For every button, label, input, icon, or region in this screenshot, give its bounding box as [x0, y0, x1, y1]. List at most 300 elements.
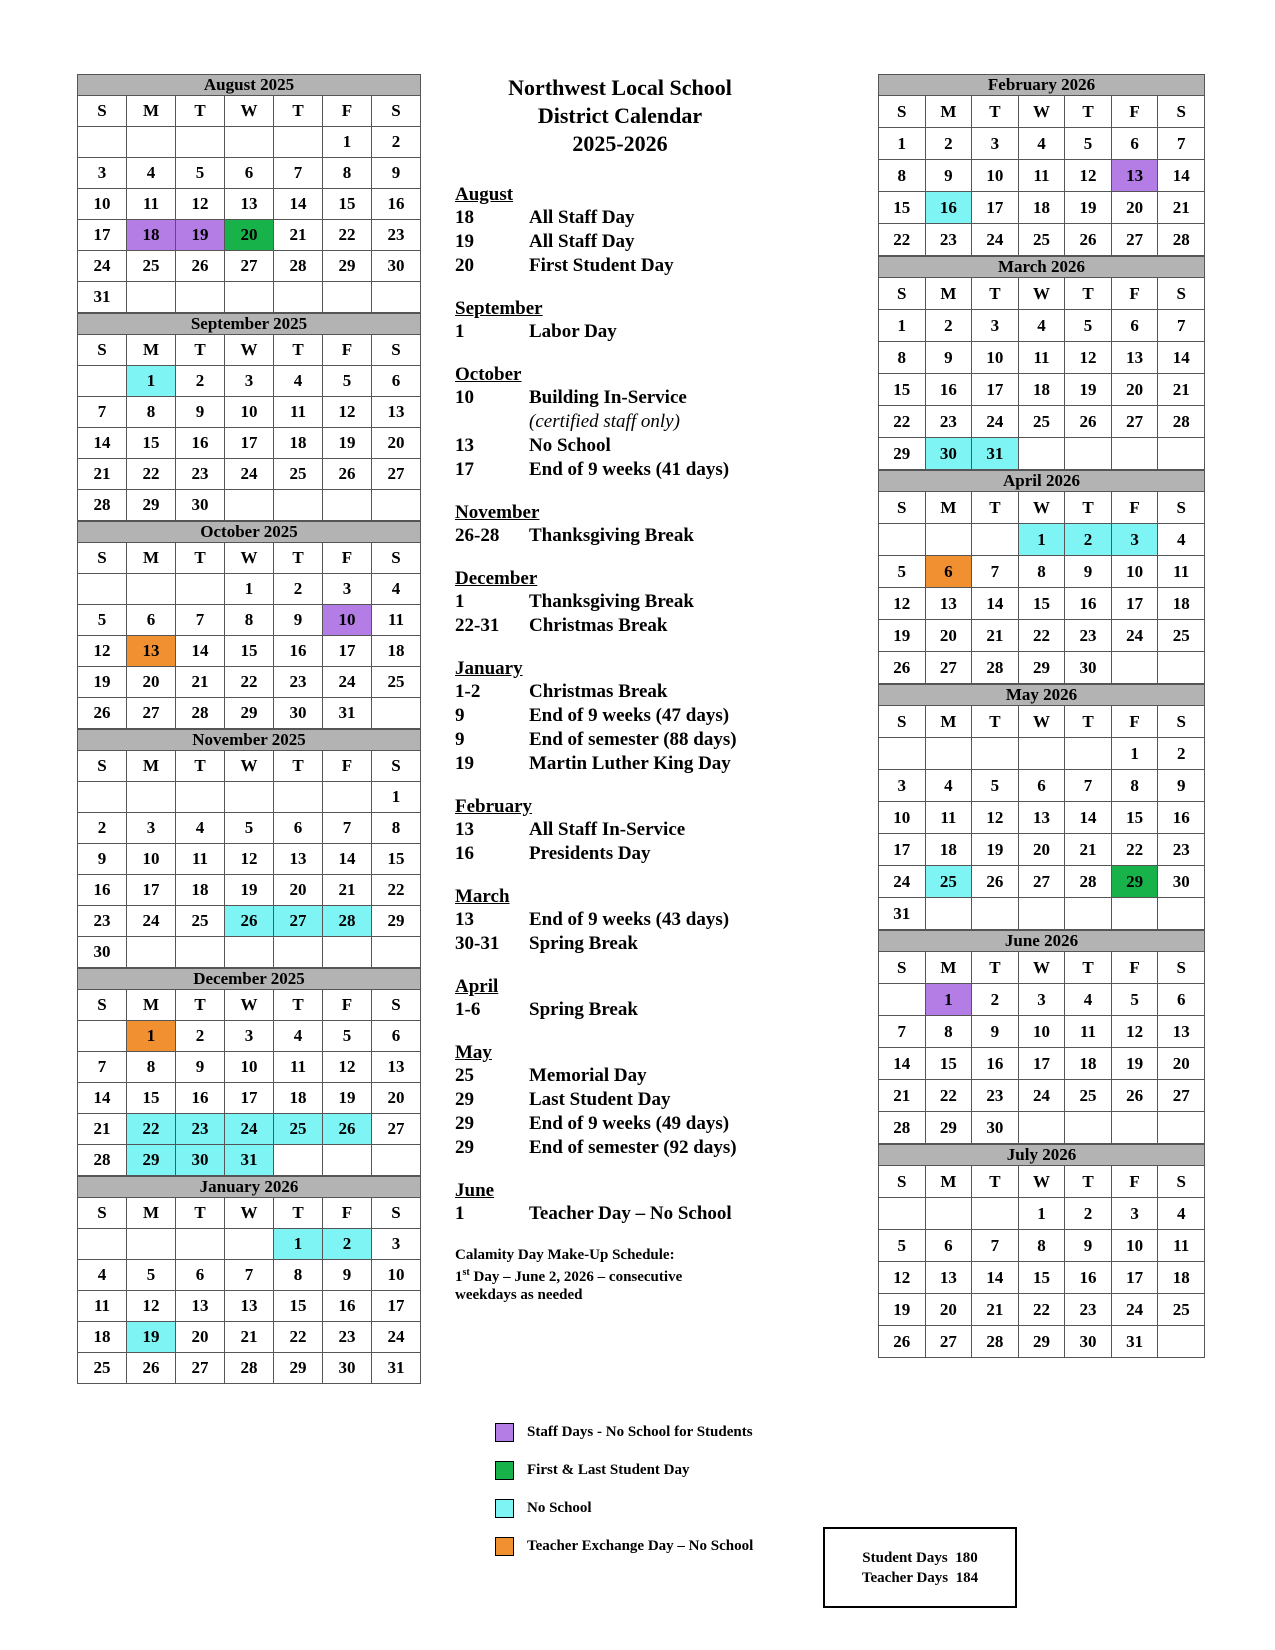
event-row [455, 434, 800, 458]
day-cell: 18 [1018, 192, 1065, 224]
day-cell: 6 [176, 1260, 225, 1291]
day-cell: 9 [1158, 770, 1205, 802]
day-cell: 10 [1111, 556, 1158, 588]
day-cell: 5 [78, 605, 127, 636]
day-cell: 5 [1111, 984, 1158, 1016]
day-cell: 17 [879, 834, 926, 866]
day-cell: 8 [879, 160, 926, 192]
event-group [455, 364, 800, 482]
day-cell: 1 [925, 984, 972, 1016]
day-cell: 3 [127, 813, 176, 844]
day-cell [225, 937, 274, 968]
day-cell: 1 [1018, 1198, 1065, 1230]
weekday-header: F [1111, 1166, 1158, 1198]
day-cell [78, 782, 127, 813]
day-cell: 24 [1018, 1080, 1065, 1112]
day-cell: 26 [323, 1114, 372, 1145]
weekday-header: T [972, 952, 1019, 984]
day-cell: 30 [176, 490, 225, 521]
weekday-header: T [176, 990, 225, 1021]
event-description: First Student Day [529, 255, 674, 276]
legend-label: Staff Days - No School for Students [527, 1423, 753, 1440]
day-cell: 16 [1065, 1262, 1112, 1294]
day-cell: 4 [925, 770, 972, 802]
day-cell: 28 [1158, 224, 1205, 256]
day-cell: 14 [1065, 802, 1112, 834]
month-title: April 2026 [879, 471, 1205, 492]
day-cell [225, 782, 274, 813]
weekday-header: T [1065, 952, 1112, 984]
day-cell: 1 [127, 366, 176, 397]
day-cell: 26 [1065, 224, 1112, 256]
day-cell: 29 [1018, 652, 1065, 684]
color-legend [495, 1413, 815, 1565]
day-cell: 4 [1018, 310, 1065, 342]
day-cell: 20 [1111, 374, 1158, 406]
day-cell: 27 [925, 1326, 972, 1358]
day-cell: 5 [225, 813, 274, 844]
month-calendar [878, 1144, 1205, 1358]
day-cell: 23 [274, 667, 323, 698]
title-line-3: 2025-2026 [572, 131, 668, 156]
day-cell: 16 [1065, 588, 1112, 620]
weekday-header: M [127, 1198, 176, 1229]
day-cell: 23 [176, 1114, 225, 1145]
day-cell: 31 [1111, 1326, 1158, 1358]
day-cell: 30 [372, 251, 421, 282]
day-cell [323, 1145, 372, 1176]
event-row [455, 410, 800, 434]
legend-item [495, 1489, 815, 1527]
day-cell: 15 [127, 428, 176, 459]
day-cell: 16 [274, 636, 323, 667]
day-cell [78, 1021, 127, 1052]
day-cell: 28 [1065, 866, 1112, 898]
day-cell: 5 [972, 770, 1019, 802]
day-cell: 21 [1065, 834, 1112, 866]
month-calendar [878, 470, 1205, 684]
weekday-header: S [879, 706, 926, 738]
day-cell: 15 [274, 1291, 323, 1322]
day-cell: 22 [879, 224, 926, 256]
weekday-header: M [925, 1166, 972, 1198]
day-cell [372, 490, 421, 521]
day-cell: 10 [972, 342, 1019, 374]
event-date: 22-31 [455, 615, 500, 636]
day-cell: 21 [1158, 374, 1205, 406]
day-cell: 3 [879, 770, 926, 802]
event-month-heading: September [455, 298, 543, 319]
day-cell: 4 [1065, 984, 1112, 1016]
event-month-heading: August [455, 184, 514, 205]
event-date: 17 [455, 459, 474, 480]
day-cell [176, 282, 225, 313]
day-cell: 8 [127, 1052, 176, 1083]
event-date: 25 [455, 1065, 474, 1086]
event-date: 20 [455, 255, 474, 276]
weekday-header: S [879, 96, 926, 128]
day-cell: 2 [1065, 524, 1112, 556]
day-cell: 17 [972, 192, 1019, 224]
day-cell: 5 [323, 366, 372, 397]
day-cell: 12 [879, 1262, 926, 1294]
day-cell: 13 [127, 636, 176, 667]
day-cell: 4 [1158, 524, 1205, 556]
weekday-header: T [274, 990, 323, 1021]
day-cell: 11 [1065, 1016, 1112, 1048]
event-date: 13 [455, 435, 474, 456]
day-cell [1111, 652, 1158, 684]
day-cell: 20 [372, 1083, 421, 1114]
month-title: December 2025 [78, 969, 421, 990]
weekday-header: F [323, 1198, 372, 1229]
event-row [455, 614, 800, 638]
weekday-header: W [225, 543, 274, 574]
day-cell: 6 [372, 1021, 421, 1052]
day-cell: 26 [1065, 406, 1112, 438]
day-cell: 11 [127, 189, 176, 220]
month-calendar [878, 930, 1205, 1144]
day-cell: 24 [225, 1114, 274, 1145]
day-cell: 22 [1111, 834, 1158, 866]
event-date: 30-31 [455, 933, 500, 954]
event-group [455, 976, 800, 1022]
day-cell: 7 [1158, 310, 1205, 342]
day-cell: 21 [323, 875, 372, 906]
day-cell: 16 [1158, 802, 1205, 834]
day-cell: 17 [323, 636, 372, 667]
day-cell [1158, 898, 1205, 930]
day-cell: 24 [372, 1322, 421, 1353]
weekday-header: S [78, 751, 127, 782]
day-cell [1018, 738, 1065, 770]
day-cell: 6 [274, 813, 323, 844]
day-cell: 13 [225, 1291, 274, 1322]
event-row [455, 932, 800, 956]
calamity-heading: Calamity Day Make-Up Schedule: [455, 1247, 675, 1263]
weekday-header: T [274, 96, 323, 127]
weekday-header: T [274, 751, 323, 782]
month-calendar [878, 684, 1205, 930]
event-row [455, 752, 800, 776]
day-cell: 5 [176, 158, 225, 189]
month-calendar [878, 256, 1205, 470]
day-cell: 6 [1111, 310, 1158, 342]
day-cell: 27 [1018, 866, 1065, 898]
event-row [455, 908, 800, 932]
day-cell: 13 [1111, 160, 1158, 192]
day-cell: 9 [274, 605, 323, 636]
month-calendar [77, 968, 421, 1176]
day-cell: 2 [1158, 738, 1205, 770]
day-cell: 2 [78, 813, 127, 844]
day-cell [1018, 438, 1065, 470]
day-cell: 27 [1111, 406, 1158, 438]
day-cell: 4 [176, 813, 225, 844]
day-cell: 9 [323, 1260, 372, 1291]
day-cell: 28 [225, 1353, 274, 1384]
day-cell: 11 [176, 844, 225, 875]
event-description: All Staff In-Service [529, 819, 686, 840]
day-cell: 19 [323, 428, 372, 459]
day-cell [879, 524, 926, 556]
day-cell: 26 [225, 906, 274, 937]
event-description: All Staff Day [529, 207, 635, 228]
event-description: Spring Break [529, 999, 638, 1020]
day-cell: 15 [925, 1048, 972, 1080]
day-cell [1018, 1112, 1065, 1144]
weekday-header: M [925, 96, 972, 128]
day-cell: 26 [323, 459, 372, 490]
day-cell [274, 1145, 323, 1176]
event-group [455, 298, 800, 344]
event-description: End of semester (88 days) [529, 729, 737, 750]
month-title: July 2026 [879, 1145, 1205, 1166]
day-cell: 2 [274, 574, 323, 605]
weekday-header: S [372, 1198, 421, 1229]
day-cell: 11 [925, 802, 972, 834]
title-line-2: District Calendar [537, 103, 703, 128]
day-cell [274, 937, 323, 968]
event-date: 16 [455, 843, 474, 864]
day-cell: 25 [1018, 406, 1065, 438]
day-cell: 21 [879, 1080, 926, 1112]
day-cell: 11 [274, 397, 323, 428]
day-cell [78, 366, 127, 397]
day-cell: 22 [1018, 1294, 1065, 1326]
weekday-header: M [127, 990, 176, 1021]
event-date: 19 [455, 231, 474, 252]
day-cell: 26 [879, 652, 926, 684]
day-cell: 9 [1065, 556, 1112, 588]
day-cell: 16 [972, 1048, 1019, 1080]
day-cell: 6 [925, 1230, 972, 1262]
event-group [455, 1042, 800, 1160]
day-cell [925, 898, 972, 930]
day-cell: 12 [176, 189, 225, 220]
weekday-header: T [972, 278, 1019, 310]
day-cell: 14 [972, 588, 1019, 620]
event-description: Thanksgiving Break [529, 591, 694, 612]
event-date: 1 [455, 321, 465, 342]
day-cell: 25 [1065, 1080, 1112, 1112]
day-cell: 20 [127, 667, 176, 698]
event-date: 29 [455, 1137, 474, 1158]
day-cell: 9 [925, 342, 972, 374]
weekday-header: S [879, 492, 926, 524]
day-cell: 23 [1158, 834, 1205, 866]
event-description: Christmas Break [529, 681, 668, 702]
month-calendar [77, 1176, 421, 1384]
weekday-header: T [176, 335, 225, 366]
legend-label: Teacher Exchange Day – No School [527, 1537, 754, 1554]
day-cell: 12 [972, 802, 1019, 834]
day-cell: 28 [274, 251, 323, 282]
day-cell: 9 [176, 1052, 225, 1083]
day-cell: 11 [1018, 342, 1065, 374]
weekday-header: W [225, 751, 274, 782]
day-cell: 9 [78, 844, 127, 875]
event-description: All Staff Day [529, 231, 635, 252]
day-cell: 11 [1158, 1230, 1205, 1262]
day-cell [972, 898, 1019, 930]
day-cell: 13 [372, 397, 421, 428]
day-cell [1111, 438, 1158, 470]
day-cell [1158, 652, 1205, 684]
day-cell: 25 [274, 1114, 323, 1145]
day-cell [225, 127, 274, 158]
event-description: Presidents Day [529, 843, 651, 864]
day-cell: 21 [225, 1322, 274, 1353]
day-cell [972, 524, 1019, 556]
weekday-header: W [1018, 96, 1065, 128]
month-title: May 2026 [879, 685, 1205, 706]
day-cell [1158, 438, 1205, 470]
day-cell: 19 [1111, 1048, 1158, 1080]
day-cell: 5 [1065, 128, 1112, 160]
event-date: 29 [455, 1113, 474, 1134]
day-cell: 31 [972, 438, 1019, 470]
day-cell: 2 [925, 128, 972, 160]
day-cell: 4 [78, 1260, 127, 1291]
day-cell: 1 [127, 1021, 176, 1052]
teacher-days: Teacher Days 184 [861, 1569, 979, 1586]
day-cell: 21 [1158, 192, 1205, 224]
day-cell [1065, 1112, 1112, 1144]
weekday-header: T [1065, 96, 1112, 128]
day-cell [372, 698, 421, 729]
day-cell: 19 [879, 620, 926, 652]
day-cell: 14 [78, 428, 127, 459]
event-month-heading: March [455, 886, 510, 907]
day-cell [372, 937, 421, 968]
event-date: 1 [455, 591, 465, 612]
day-cell: 10 [1018, 1016, 1065, 1048]
day-cell: 3 [225, 1021, 274, 1052]
day-cell [879, 984, 926, 1016]
day-cell: 20 [1158, 1048, 1205, 1080]
event-date: 26-28 [455, 525, 500, 546]
day-cell: 18 [1158, 1262, 1205, 1294]
weekday-header: F [1111, 96, 1158, 128]
day-cell: 1 [274, 1229, 323, 1260]
day-cell [274, 782, 323, 813]
day-cell: 7 [78, 397, 127, 428]
day-cell: 23 [1065, 620, 1112, 652]
event-description: Last Student Day [529, 1089, 671, 1110]
event-date: 9 [455, 729, 465, 750]
day-cell: 19 [323, 1083, 372, 1114]
month-title: November 2025 [78, 730, 421, 751]
day-cell: 6 [127, 605, 176, 636]
day-cell: 3 [972, 128, 1019, 160]
weekday-header: S [1158, 706, 1205, 738]
weekday-header: S [372, 96, 421, 127]
event-row [455, 1064, 800, 1088]
weekday-header: S [1158, 278, 1205, 310]
day-cell: 27 [127, 698, 176, 729]
event-row [455, 1136, 800, 1160]
weekday-header: S [372, 543, 421, 574]
weekday-header: M [925, 952, 972, 984]
day-cell [176, 127, 225, 158]
day-cell: 3 [1111, 524, 1158, 556]
day-cell: 10 [225, 397, 274, 428]
day-cell: 12 [1065, 342, 1112, 374]
day-cell [925, 738, 972, 770]
day-cell: 23 [972, 1080, 1019, 1112]
weekday-header: S [372, 990, 421, 1021]
weekday-header: W [1018, 706, 1065, 738]
day-cell: 19 [78, 667, 127, 698]
day-cell: 2 [323, 1229, 372, 1260]
month-title: January 2026 [78, 1177, 421, 1198]
day-cell [972, 738, 1019, 770]
day-cell: 7 [176, 605, 225, 636]
event-date: 19 [455, 753, 474, 774]
day-cell: 27 [372, 459, 421, 490]
day-cell: 30 [925, 438, 972, 470]
day-cell: 28 [972, 1326, 1019, 1358]
weekday-header: W [225, 96, 274, 127]
day-cell: 17 [372, 1291, 421, 1322]
weekday-header: F [323, 543, 372, 574]
day-cell: 12 [1065, 160, 1112, 192]
day-cell [176, 782, 225, 813]
day-cell: 16 [925, 192, 972, 224]
day-cell [78, 1229, 127, 1260]
day-cell: 22 [127, 1114, 176, 1145]
day-cell: 20 [1111, 192, 1158, 224]
weekday-header: F [323, 96, 372, 127]
day-cell: 8 [225, 605, 274, 636]
event-group [455, 658, 800, 776]
day-cell: 31 [879, 898, 926, 930]
day-cell: 13 [925, 1262, 972, 1294]
day-cell: 18 [1065, 1048, 1112, 1080]
weekday-header: W [1018, 1166, 1065, 1198]
day-cell: 13 [225, 189, 274, 220]
day-cell [78, 127, 127, 158]
day-cell: 13 [372, 1052, 421, 1083]
event-month-heading: February [455, 796, 533, 817]
legend-label: No School [527, 1499, 592, 1516]
day-cell: 11 [1018, 160, 1065, 192]
day-cell: 10 [972, 160, 1019, 192]
day-cell: 17 [1018, 1048, 1065, 1080]
event-month-heading: November [455, 502, 540, 523]
day-cell: 1 [879, 310, 926, 342]
day-cell: 30 [1065, 1326, 1112, 1358]
weekday-header: T [972, 1166, 1019, 1198]
day-cell: 12 [78, 636, 127, 667]
day-cell: 30 [972, 1112, 1019, 1144]
day-cell: 5 [879, 1230, 926, 1262]
day-cell: 5 [127, 1260, 176, 1291]
day-cell: 12 [323, 1052, 372, 1083]
day-cell: 30 [1158, 866, 1205, 898]
day-cell: 23 [925, 224, 972, 256]
event-row [455, 680, 800, 704]
day-cell: 7 [1065, 770, 1112, 802]
day-cell: 8 [925, 1016, 972, 1048]
day-cell: 10 [127, 844, 176, 875]
day-cell: 25 [1018, 224, 1065, 256]
event-group [455, 184, 800, 278]
month-calendar [878, 74, 1205, 256]
day-cell: 7 [225, 1260, 274, 1291]
day-cell [972, 1198, 1019, 1230]
